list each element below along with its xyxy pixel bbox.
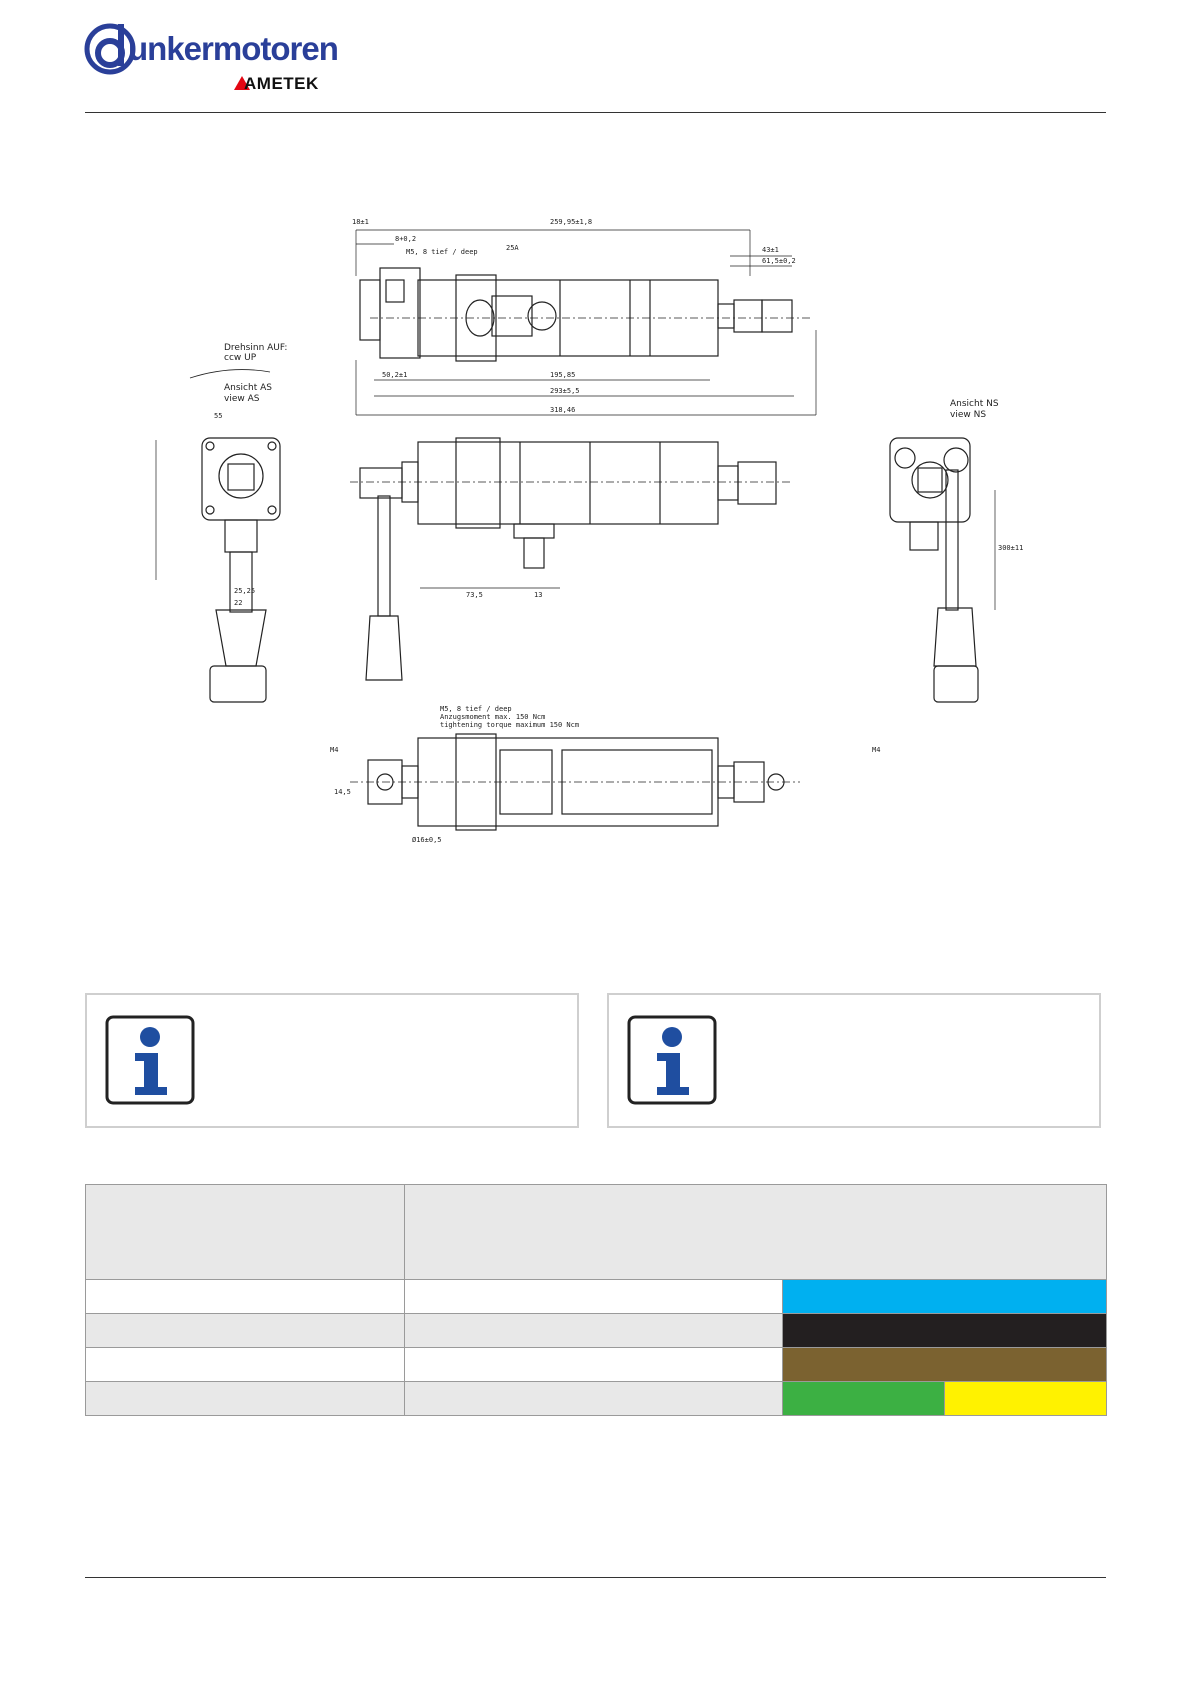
dim-text: M4 [872,746,881,754]
bottom-view [350,734,800,830]
table-row [86,1280,1107,1314]
dim-text: 318,46 [550,406,576,414]
info-icon [627,1015,717,1105]
footer-rule [85,1577,1106,1578]
dim-text: 55 [214,412,223,420]
dim-text: 22 [234,599,243,607]
color-swatch [945,1382,1107,1416]
ametek-name: AMETEK [244,74,319,93]
dim-text: 293±5,5 [550,387,580,395]
row-value [405,1382,783,1416]
dim-text: 195,85 [550,371,576,379]
dim-text: 18±1 [352,218,369,226]
dim-text: 14,5 [334,788,351,796]
row-value [405,1280,783,1314]
dim-text: M4 [330,746,339,754]
table-header-cell [86,1185,405,1280]
color-swatch [783,1314,1107,1348]
dim-text: 259,95±1,8 [550,218,593,226]
rotation-label: Drehsinn AUF: [224,343,288,353]
dim-text: 25,25 [234,587,256,595]
row-label [86,1314,405,1348]
info-box-right [607,993,1101,1128]
dim-text: 300±11 [998,544,1024,552]
wire-color-table [85,1184,1107,1416]
dim-text: 25A [506,244,519,252]
table-row [86,1348,1107,1382]
info-icon [105,1015,195,1105]
view-as-label: Ansicht AS [224,383,272,393]
dim-text: 43±1 [762,246,779,254]
dim-text: 8+0,2 [395,235,417,243]
dim-text: 61,5±0,2 [762,257,796,265]
color-swatch [783,1382,945,1416]
table-row [86,1382,1107,1416]
row-label [86,1382,405,1416]
color-swatch [783,1348,1107,1382]
table-header-row [86,1185,1107,1280]
row-label [86,1280,405,1314]
dim-text: M5, 8 tief / deep [406,248,478,256]
rotation-label-en: ccw UP [224,353,257,363]
side-view [350,438,790,680]
dim-text: M5, 8 tief / deep [440,705,512,713]
view-ns-label: Ansicht NS [950,399,999,409]
technical-drawing [130,210,1050,860]
row-value [405,1348,783,1382]
color-swatch [783,1280,1107,1314]
row-label [86,1348,405,1382]
dim-text: 73,5 [466,591,483,599]
dim-text: 13 [534,591,543,599]
row-value [405,1314,783,1348]
header-rule [85,112,1106,113]
info-box-left [85,993,579,1128]
view-ns [890,438,995,702]
table-header-cell [405,1185,1107,1280]
dim-text: Ø16±0,5 [412,836,442,844]
table-row [86,1314,1107,1348]
view-as-label-en: view AS [224,394,260,404]
view-ns-label-en: view NS [950,410,987,420]
top-view [356,230,816,415]
brand-name: unkermotoren [128,30,338,67]
dim-text: 50,2±1 [382,371,408,379]
dim-text: Anzugsmoment max. 150 Ncm [440,713,546,721]
dim-text: tightening torque maximum 150 Ncm [440,721,580,729]
